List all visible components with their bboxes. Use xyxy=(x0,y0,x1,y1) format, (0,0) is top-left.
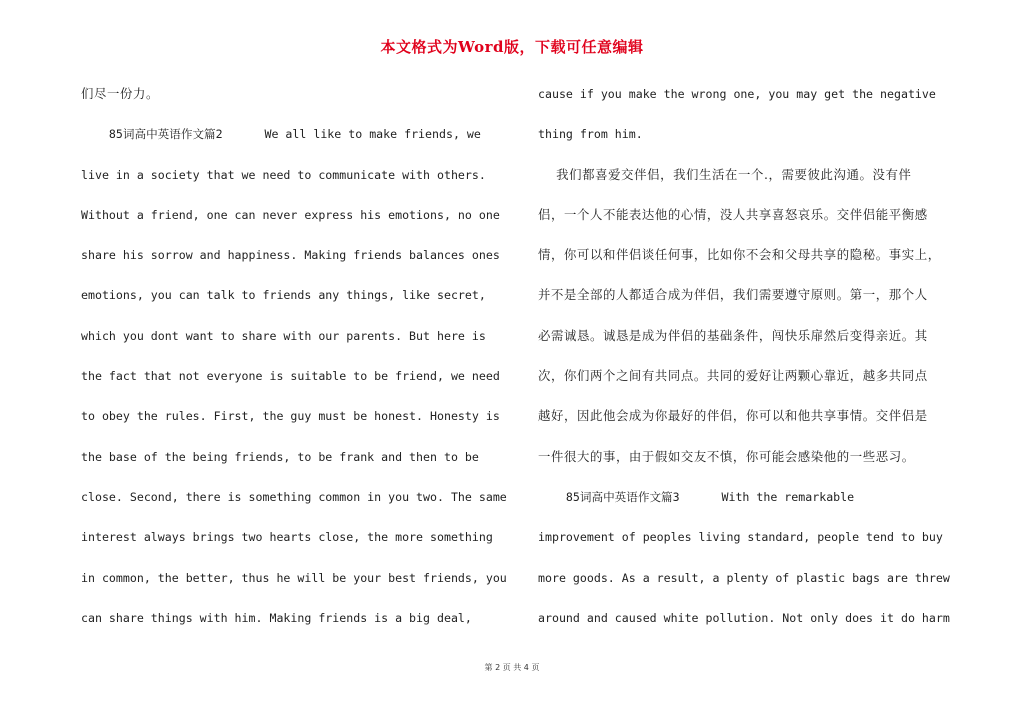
text-line: 85词高中英语作文篇3 With the remarkable xyxy=(538,489,855,504)
text-line: 我们都喜爱交伴侣，我们生活在一个.，需要彼此沟通。没有伴 xyxy=(538,166,912,182)
text-line: Without a friend, one can never express his emotions, no one xyxy=(81,207,500,222)
text-line: to obey the rules. First, the guy must be honest. Honesty is xyxy=(81,409,500,424)
text-line: 一件很大的事，由于假如交友不慎，你可能会感染他的一些恶习。 xyxy=(538,448,915,464)
text-line: 情，你可以和伴侣谈任何事，比如你不会和父母共享的隐秘。事实上， xyxy=(538,247,941,263)
page-number: 第 2 页 共 4 页 xyxy=(484,663,540,672)
text-line: in common, the better, thus he will be your best friends, you xyxy=(81,570,507,585)
text-line: share his sorrow and happiness. Making friends balances ones xyxy=(81,248,500,263)
text-line: 85词高中英语作文篇2 We all like to make friends, we xyxy=(81,127,481,142)
text-line: live in a society that we need to communicate with others. xyxy=(81,167,486,182)
text-line: which you dont want to share with our parents. But here is xyxy=(81,328,486,343)
left-column xyxy=(81,74,506,638)
text-line: improvement of peoples living standard, people tend to buy xyxy=(538,530,943,545)
text-line: 侣，一个人不能表达他的心情，没人共享喜怒哀乐。交伴侣能平衡感 xyxy=(538,206,928,222)
text-line: emotions, you can talk to friends any things, like secret, xyxy=(81,288,486,303)
text-line: 次，你们两个之间有共同点。共同的爱好让两颗心靠近，越多共同点 xyxy=(538,368,928,384)
text-line: 必需诚恳。诚恳是成为伴侣的基础条件，闯快乐扉然后变得亲近。其 xyxy=(538,327,928,343)
text-line: cause if you make the wrong one, you may get the negative xyxy=(538,87,936,101)
text-line: 们尽一份力。 xyxy=(81,86,159,101)
right-column xyxy=(538,74,968,638)
text-line: close. Second, there is something common in you two. The same xyxy=(81,489,507,504)
text-line: more goods. As a result, a plenty of plastic bags are threw xyxy=(538,570,950,585)
text-line: can share things with him. Making friends is a big deal, xyxy=(81,610,472,625)
text-line: the base of the being friends, to be frank and then to be xyxy=(81,449,479,464)
text-line: interest always brings two hearts close, the more something xyxy=(81,530,493,545)
text-line: thing from him. xyxy=(538,127,643,142)
text-line: 越好，因此他会成为你最好的伴侣，你可以和他共享事情。交伴侣是 xyxy=(538,408,928,424)
text-line: around and caused white pollution. Not only does it do harm xyxy=(538,610,950,625)
document-banner: 本文格式为Word版，下载可任意编辑 xyxy=(380,38,644,56)
text-line: 并不是全部的人都适合成为伴侣，我们需要遵守原则。第一，那个人 xyxy=(538,287,928,303)
text-line: the fact that not everyone is suitable to be friend, we need xyxy=(81,369,500,384)
